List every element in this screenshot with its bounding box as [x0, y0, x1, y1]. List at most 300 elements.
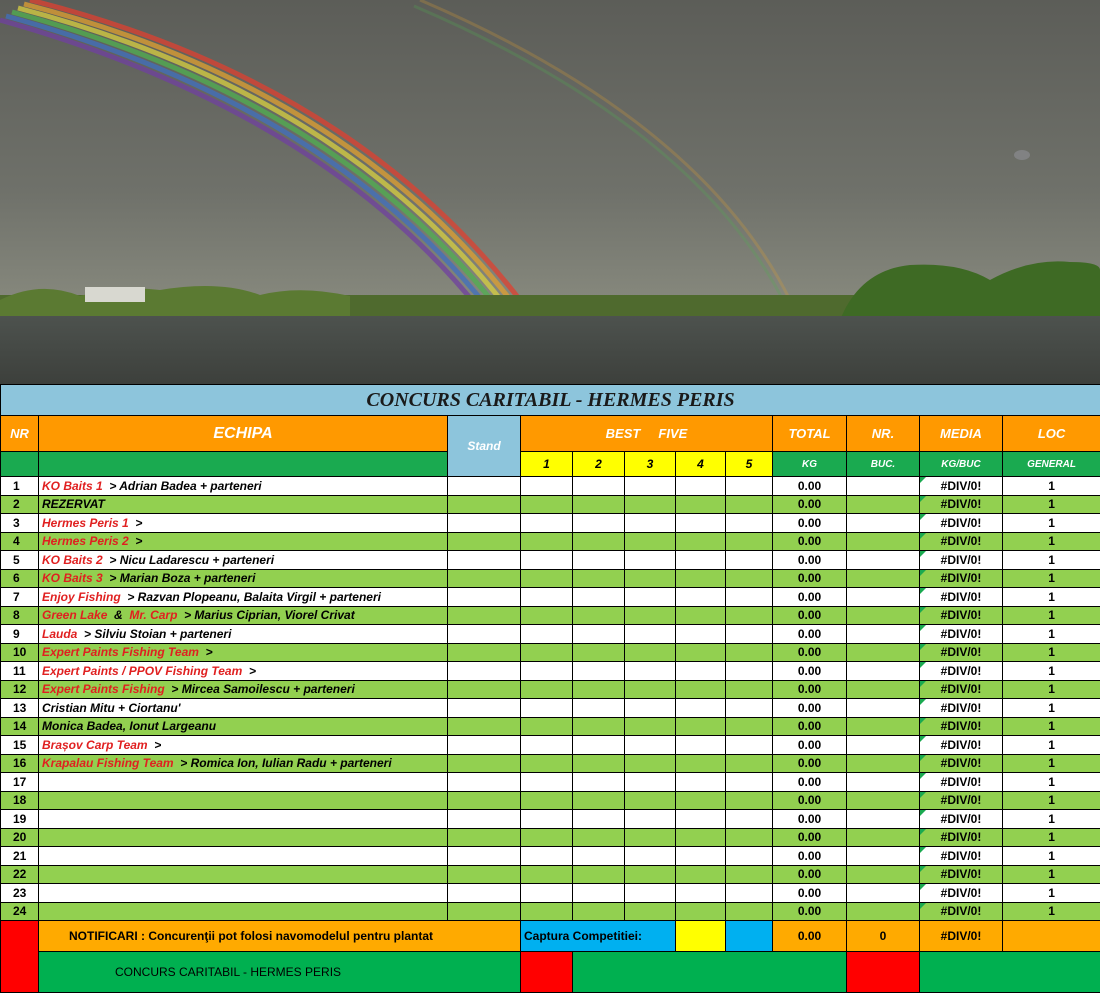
best-cell-3[interactable]: [625, 643, 676, 662]
stand-cell[interactable]: [448, 699, 521, 718]
best-cell-1[interactable]: [521, 569, 573, 588]
best-cell-3[interactable]: [625, 588, 676, 607]
loc-general: 1: [1003, 773, 1100, 792]
stand-cell[interactable]: [448, 495, 521, 514]
nr-buc-cell[interactable]: [847, 847, 920, 866]
media-value: #DIV/0!: [940, 663, 982, 678]
best-cell-2[interactable]: [573, 865, 625, 884]
error-flag-icon: [920, 607, 926, 613]
team-cell[interactable]: [39, 588, 448, 607]
best-cell-2[interactable]: [573, 699, 625, 718]
table-row: [1, 717, 1100, 736]
footer-green-cell-2: [920, 952, 1100, 993]
team-cell[interactable]: [39, 606, 448, 625]
best-cell-1[interactable]: [521, 680, 573, 699]
team-cell[interactable]: [39, 569, 448, 588]
total-kg: 0.00: [773, 495, 847, 514]
best-cell-5[interactable]: [726, 495, 773, 514]
nr-buc-cell[interactable]: [847, 569, 920, 588]
stand-cell[interactable]: [448, 884, 521, 903]
table-row: [1, 606, 1100, 625]
best-cell-1[interactable]: [521, 717, 573, 736]
media-cell: [920, 625, 1003, 644]
total-kg: 0.00: [773, 680, 847, 699]
best-cell-1[interactable]: [521, 532, 573, 551]
team-name: Expert Paints Fishing Team: [42, 645, 199, 660]
best-cell-3[interactable]: [625, 514, 676, 533]
best-cell-4[interactable]: [676, 884, 726, 903]
best-cell-3[interactable]: [625, 606, 676, 625]
stand-cell[interactable]: [448, 791, 521, 810]
media-value: #DIV/0!: [940, 867, 982, 882]
stand-cell[interactable]: [448, 680, 521, 699]
team-name: KO Baits 1: [42, 478, 103, 493]
best-cell-3[interactable]: [625, 791, 676, 810]
team-cell[interactable]: [39, 680, 448, 699]
best-cell-5[interactable]: [726, 588, 773, 607]
best-cell-3[interactable]: [625, 662, 676, 681]
team-cell[interactable]: [39, 495, 448, 514]
best-5-header: 5: [726, 452, 773, 477]
best-cell-3[interactable]: [625, 532, 676, 551]
stand-cell[interactable]: [448, 606, 521, 625]
nr-buc-cell[interactable]: [847, 736, 920, 755]
media-value: #DIV/0!: [940, 719, 982, 734]
team-members: >: [135, 534, 143, 549]
col-total-header: TOTAL: [773, 416, 847, 452]
best-cell-3[interactable]: [625, 551, 676, 570]
loc-general: 1: [1003, 569, 1100, 588]
best-cell-2[interactable]: [573, 514, 625, 533]
media-value: #DIV/0!: [940, 552, 982, 567]
best-cell-4[interactable]: [676, 551, 726, 570]
best-cell-4[interactable]: [676, 847, 726, 866]
total-kg: 0.00: [773, 865, 847, 884]
nr-buc-cell[interactable]: [847, 754, 920, 773]
best-cell-2[interactable]: [573, 606, 625, 625]
media-cell: [920, 606, 1003, 625]
table-row: [1, 477, 1100, 496]
media-cell: [920, 754, 1003, 773]
team-cell[interactable]: [39, 699, 448, 718]
captura-label: Captura Competitiei:: [521, 921, 676, 952]
team-name: Hermes Peris 1: [42, 515, 129, 530]
best-cell-5[interactable]: [726, 551, 773, 570]
best-cell-4[interactable]: [676, 588, 726, 607]
best-cell-1[interactable]: [521, 662, 573, 681]
best-cell-1[interactable]: [521, 884, 573, 903]
best-cell-2[interactable]: [573, 791, 625, 810]
nr-buc-cell[interactable]: [847, 625, 920, 644]
best-cell-5[interactable]: [726, 736, 773, 755]
best-cell-3[interactable]: [625, 569, 676, 588]
best-cell-3[interactable]: [625, 847, 676, 866]
best-cell-5[interactable]: [726, 699, 773, 718]
best-cell-1[interactable]: [521, 625, 573, 644]
stand-cell[interactable]: [448, 662, 521, 681]
nr-buc-cell[interactable]: [847, 680, 920, 699]
rainbow-lake-photo: [0, 0, 1100, 384]
total-kg: 0.00: [773, 588, 847, 607]
team-cell[interactable]: [39, 736, 448, 755]
row-number: 17: [1, 773, 39, 792]
stand-cell[interactable]: [448, 717, 521, 736]
nr-buc-cell[interactable]: [847, 717, 920, 736]
sub-header-cell: [39, 452, 448, 477]
best-cell-4[interactable]: [676, 606, 726, 625]
loc-general: 1: [1003, 699, 1100, 718]
best-cell-1[interactable]: [521, 865, 573, 884]
team-cell[interactable]: [39, 847, 448, 866]
best-cell-3[interactable]: [625, 680, 676, 699]
total-kg: 0.00: [773, 717, 847, 736]
team-cell[interactable]: [39, 717, 448, 736]
footer-red-cell: [1, 921, 39, 993]
best-cell-4[interactable]: [676, 699, 726, 718]
loc-general: 1: [1003, 754, 1100, 773]
best-cell-4[interactable]: [676, 680, 726, 699]
team-cell[interactable]: [39, 532, 448, 551]
best-cell-5[interactable]: [726, 532, 773, 551]
best-cell-1[interactable]: [521, 754, 573, 773]
best-cell-4[interactable]: [676, 717, 726, 736]
best-cell-4[interactable]: [676, 754, 726, 773]
banner-photo: [0, 0, 1100, 384]
stand-cell[interactable]: [448, 902, 521, 921]
nr-buc-cell[interactable]: [847, 865, 920, 884]
media-value: #DIV/0!: [940, 700, 982, 715]
media-cell: [920, 810, 1003, 829]
best-cell-1[interactable]: [521, 791, 573, 810]
best-cell-1[interactable]: [521, 477, 573, 496]
best-cell-5[interactable]: [726, 810, 773, 829]
best-cell-2[interactable]: [573, 551, 625, 570]
best-cell-1[interactable]: [521, 588, 573, 607]
team-cell[interactable]: [39, 791, 448, 810]
team-name: Krapalau Fishing Team: [42, 756, 174, 771]
nr-buc-cell[interactable]: [847, 662, 920, 681]
stand-cell[interactable]: [448, 736, 521, 755]
media-value: #DIV/0!: [940, 497, 982, 512]
media-value: #DIV/0!: [940, 904, 982, 919]
nr-buc-cell[interactable]: [847, 551, 920, 570]
best-cell-5[interactable]: [726, 847, 773, 866]
nr-buc-cell[interactable]: [847, 791, 920, 810]
best-cell-5[interactable]: [726, 754, 773, 773]
best-cell-4[interactable]: [676, 477, 726, 496]
best-cell-4[interactable]: [676, 495, 726, 514]
best-cell-4[interactable]: [676, 625, 726, 644]
best-cell-1[interactable]: [521, 810, 573, 829]
nr-buc-cell[interactable]: [847, 773, 920, 792]
media-value: #DIV/0!: [940, 589, 982, 604]
best-cell-5[interactable]: [726, 773, 773, 792]
best-cell-2[interactable]: [573, 828, 625, 847]
nr-buc-cell[interactable]: [847, 902, 920, 921]
stand-cell[interactable]: [448, 625, 521, 644]
best-cell-2[interactable]: [573, 662, 625, 681]
best-cell-1[interactable]: [521, 551, 573, 570]
team-cell[interactable]: [39, 662, 448, 681]
stand-cell[interactable]: [448, 551, 521, 570]
best-cell-4[interactable]: [676, 828, 726, 847]
best-cell-1[interactable]: [521, 902, 573, 921]
best-cell-2[interactable]: [573, 680, 625, 699]
team-members: > Romica Ion, Iulian Radu + parteneri: [180, 756, 392, 771]
team-members: > Marian Boza + parteneri: [109, 571, 256, 586]
best-cell-5[interactable]: [726, 662, 773, 681]
error-flag-icon: [920, 644, 926, 650]
best-cell-1[interactable]: [521, 606, 573, 625]
stand-cell[interactable]: [448, 569, 521, 588]
total-kg: 0.00: [773, 828, 847, 847]
best-cell-2[interactable]: [573, 773, 625, 792]
error-flag-icon: [920, 570, 926, 576]
row-number: 14: [1, 717, 39, 736]
media-value: #DIV/0!: [940, 645, 982, 660]
media-value: #DIV/0!: [940, 774, 982, 789]
best-cell-1[interactable]: [521, 773, 573, 792]
total-kg: 0.00: [773, 551, 847, 570]
loc-general: 1: [1003, 643, 1100, 662]
team-name: KO Baits 3: [42, 571, 103, 586]
best-cell-1[interactable]: [521, 495, 573, 514]
stand-cell[interactable]: [448, 477, 521, 496]
best-cell-4[interactable]: [676, 643, 726, 662]
footer-buc: 0: [847, 921, 920, 952]
table-row: [1, 754, 1100, 773]
best-cell-2[interactable]: [573, 736, 625, 755]
nr-buc-cell[interactable]: [847, 532, 920, 551]
total-kg: 0.00: [773, 736, 847, 755]
error-flag-icon: [920, 496, 926, 502]
best-cell-1[interactable]: [521, 828, 573, 847]
best-cell-5[interactable]: [726, 606, 773, 625]
best-cell-3[interactable]: [625, 902, 676, 921]
row-number: 18: [1, 791, 39, 810]
stand-cell[interactable]: [448, 532, 521, 551]
sub-header-cell: [1, 452, 39, 477]
nr-buc-cell[interactable]: [847, 810, 920, 829]
table-row: [1, 902, 1100, 921]
best-cell-3[interactable]: [625, 884, 676, 903]
best-cell-3[interactable]: [625, 736, 676, 755]
team-cell[interactable]: [39, 810, 448, 829]
team-cell[interactable]: [39, 625, 448, 644]
nr-buc-cell[interactable]: [847, 495, 920, 514]
media-value: #DIV/0!: [940, 811, 982, 826]
best-cell-5[interactable]: [726, 717, 773, 736]
team-cell[interactable]: [39, 514, 448, 533]
stand-cell[interactable]: [448, 828, 521, 847]
stand-cell[interactable]: [448, 588, 521, 607]
best-cell-2[interactable]: [573, 754, 625, 773]
best-cell-1[interactable]: [521, 514, 573, 533]
loc-general: 1: [1003, 606, 1100, 625]
best-cell-4[interactable]: [676, 810, 726, 829]
best-cell-1[interactable]: [521, 643, 573, 662]
best-cell-3[interactable]: [625, 625, 676, 644]
nr-buc-cell[interactable]: [847, 588, 920, 607]
row-number: 2: [1, 495, 39, 514]
stand-cell[interactable]: [448, 754, 521, 773]
table-row: [1, 847, 1100, 866]
best-cell-4[interactable]: [676, 662, 726, 681]
best-cell-5[interactable]: [726, 625, 773, 644]
best-cell-5[interactable]: [726, 514, 773, 533]
best-cell-3[interactable]: [625, 828, 676, 847]
error-flag-icon: [920, 588, 926, 594]
stand-cell[interactable]: [448, 773, 521, 792]
nr-buc-cell[interactable]: [847, 477, 920, 496]
best-cell-5[interactable]: [726, 902, 773, 921]
best-cell-5[interactable]: [726, 569, 773, 588]
team-cell[interactable]: [39, 643, 448, 662]
total-kg: 0.00: [773, 902, 847, 921]
team-cell[interactable]: [39, 773, 448, 792]
nr-buc-cell[interactable]: [847, 828, 920, 847]
loc-general: 1: [1003, 865, 1100, 884]
loc-general: 1: [1003, 477, 1100, 496]
loc-general: 1: [1003, 828, 1100, 847]
error-flag-icon: [920, 736, 926, 742]
best-cell-1[interactable]: [521, 699, 573, 718]
best-cell-5[interactable]: [726, 884, 773, 903]
table-row: [1, 495, 1100, 514]
best-cell-4[interactable]: [676, 514, 726, 533]
best-cell-4[interactable]: [676, 791, 726, 810]
total-kg: 0.00: [773, 514, 847, 533]
team-cell[interactable]: [39, 884, 448, 903]
media-cell: [920, 847, 1003, 866]
loc-general: 1: [1003, 717, 1100, 736]
best-cell-1[interactable]: [521, 736, 573, 755]
best-cell-2[interactable]: [573, 884, 625, 903]
table-row: [1, 680, 1100, 699]
nr-buc-cell[interactable]: [847, 884, 920, 903]
team-cell[interactable]: [39, 551, 448, 570]
stand-cell[interactable]: [448, 810, 521, 829]
media-value: #DIV/0!: [940, 571, 982, 586]
best-cell-3[interactable]: [625, 699, 676, 718]
best-cell-2[interactable]: [573, 495, 625, 514]
best-cell-2[interactable]: [573, 588, 625, 607]
row-number: 10: [1, 643, 39, 662]
team-cell[interactable]: [39, 754, 448, 773]
best-cell-5[interactable]: [726, 680, 773, 699]
row-number: 4: [1, 532, 39, 551]
table-row: [1, 514, 1100, 533]
loc-general: 1: [1003, 902, 1100, 921]
table-row: [1, 828, 1100, 847]
best-cell-2[interactable]: [573, 625, 625, 644]
best-cell-3[interactable]: [625, 477, 676, 496]
col-media-header: MEDIA: [920, 416, 1003, 452]
footer-green-cell: [573, 952, 847, 993]
nr-buc-cell[interactable]: [847, 606, 920, 625]
total-kg: 0.00: [773, 606, 847, 625]
best-cell-3[interactable]: [625, 810, 676, 829]
best-cell-2[interactable]: [573, 847, 625, 866]
loc-general: 1: [1003, 736, 1100, 755]
loc-general: 1: [1003, 810, 1100, 829]
error-flag-icon: [920, 477, 926, 483]
team-name: KO Baits 2: [42, 552, 103, 567]
buc-header: BUC.: [847, 452, 920, 477]
team-cell[interactable]: [39, 828, 448, 847]
media-cell: [920, 791, 1003, 810]
best-cell-5[interactable]: [726, 828, 773, 847]
error-flag-icon: [920, 810, 926, 816]
bottom-title: CONCURS CARITABIL - HERMES PERIS: [39, 952, 521, 993]
media-value: #DIV/0!: [940, 515, 982, 530]
best-cell-2[interactable]: [573, 477, 625, 496]
best-cell-4[interactable]: [676, 532, 726, 551]
row-number: 19: [1, 810, 39, 829]
error-flag-icon: [920, 662, 926, 668]
best-cell-3[interactable]: [625, 495, 676, 514]
stand-cell[interactable]: [448, 847, 521, 866]
nr-buc-cell[interactable]: [847, 699, 920, 718]
team-cell[interactable]: [39, 902, 448, 921]
best-cell-5[interactable]: [726, 643, 773, 662]
footer-red-cell-3: [847, 952, 920, 993]
stand-cell[interactable]: [448, 643, 521, 662]
stand-cell[interactable]: [448, 514, 521, 533]
best-cell-5[interactable]: [726, 791, 773, 810]
team-cell[interactable]: [39, 477, 448, 496]
best-cell-2[interactable]: [573, 532, 625, 551]
best-cell-3[interactable]: [625, 717, 676, 736]
media-value: #DIV/0!: [940, 848, 982, 863]
best-cell-4[interactable]: [676, 902, 726, 921]
total-kg: 0.00: [773, 754, 847, 773]
best-cell-2[interactable]: [573, 810, 625, 829]
best-cell-5[interactable]: [726, 477, 773, 496]
best-cell-4[interactable]: [676, 736, 726, 755]
footer-loc: [1003, 921, 1100, 952]
best-cell-2[interactable]: [573, 569, 625, 588]
total-kg: 0.00: [773, 662, 847, 681]
media-value: #DIV/0!: [940, 608, 982, 623]
team-members: >: [248, 663, 256, 678]
best-cell-2[interactable]: [573, 717, 625, 736]
best-cell-5[interactable]: [726, 865, 773, 884]
best-cell-3[interactable]: [625, 865, 676, 884]
best-cell-3[interactable]: [625, 773, 676, 792]
best-cell-2[interactable]: [573, 643, 625, 662]
media-value: #DIV/0!: [940, 626, 982, 641]
media-cell: [920, 514, 1003, 533]
total-kg: 0.00: [773, 699, 847, 718]
best-cell-2[interactable]: [573, 902, 625, 921]
team-cell[interactable]: [39, 865, 448, 884]
media-value: #DIV/0!: [940, 885, 982, 900]
loc-general: 1: [1003, 551, 1100, 570]
best-cell-4[interactable]: [676, 569, 726, 588]
team-members: > Adrian Badea + parteneri: [109, 478, 262, 493]
best-cell-4[interactable]: [676, 865, 726, 884]
error-flag-icon: [920, 551, 926, 557]
best-cell-3[interactable]: [625, 754, 676, 773]
table-row: [1, 588, 1100, 607]
best-cell-1[interactable]: [521, 847, 573, 866]
nr-buc-cell[interactable]: [847, 643, 920, 662]
best-cell-4[interactable]: [676, 773, 726, 792]
nr-buc-cell[interactable]: [847, 514, 920, 533]
stand-cell[interactable]: [448, 865, 521, 884]
best-2-header: 2: [573, 452, 625, 477]
